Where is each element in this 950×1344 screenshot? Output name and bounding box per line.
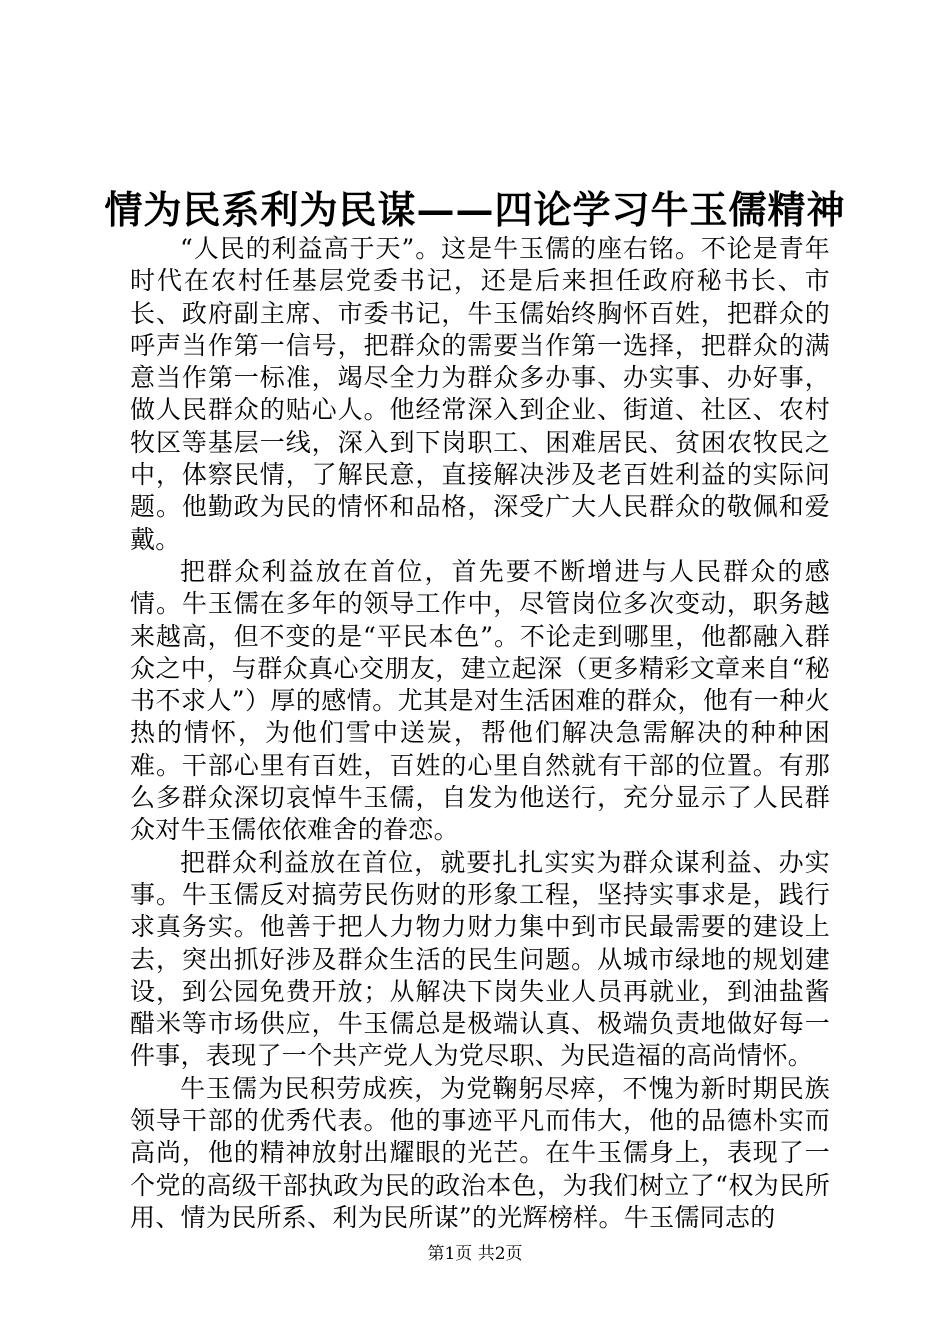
document-title: 情为民系利为民谋——四论学习牛玉儒精神 [104, 187, 846, 232]
document-body [130, 233, 830, 1234]
page-number-footer: 第1页 共2页 [427, 1244, 523, 1264]
paragraph-2: 把群众利益放在首位，首先要不断增进与人民群众的感情。牛玉儒在多年的领导工作中，尽管岗位多次变动，职务越来越高，但不变的是“平民本色”。不论走到哪里，他都融入群众之中，与群众真心交朋友，建立起深（更多精彩文章来自“秘书不求人”）厚的感情。尤其是对生活困难的群众，他有一种火热的情怀，为他们雪中送炭，帮他们解决急需解决的种种困难。干部心里有百姓，百姓的心里自然就有干部的位置。有那么多群众深切哀悼牛玉儒，自发为他送行，充分显示了人民群众对牛玉儒依依难舍的眷恋。 [130, 556, 830, 845]
paragraph-3: 把群众利益放在首位，就要扎扎实实为群众谋利益、办实事。牛玉儒反对搞劳民伤财的形象工程，坚持实事求是，践行求真务实。他善于把人力物力财力集中到市民最需要的建设上去，突出抓好涉及群众生活的民生问题。从城市绿地的规划建设，到公园免费开放；从解决下岗失业人员再就业，到油盐酱醋米等市场供应，牛玉儒总是极端认真、极端负责地做好每一件事，表现了一个共产党人为党尽职、为民造福的高尚情怀。 [130, 847, 830, 1071]
paragraph-4: 牛玉儒为民积劳成疾，为党鞠躬尽瘁，不愧为新时期民族领导干部的优秀代表。他的事迹平凡而伟大，他的品德朴实而高尚，他的精神放射出耀眼的光芒。在牛玉儒身上，表现了一个党的高级干部执政为民的政治本色，为我们树立了“权为民所用、情为民所系、利为民所谋”的光辉榜样。牛玉儒同志的 [130, 1073, 830, 1232]
paragraph-1: “人民的利益高于天”。这是牛玉儒的座右铭。不论是青年时代在农村任基层党委书记，还是后来担任政府秘书长、市长、政府副主席、市委书记，牛玉儒始终胸怀百姓，把群众的呼声当作第一信号，把群众的需要当作第一选择，把群众的满意当作第一标准，竭尽全力为群众多办事、办实事、办好事，做人民群众的贴心人。他经常深入到企业、街道、社区、农村牧区等基层一线，深入到下岗职工、困难居民、贫困农牧民之中，体察民情，了解民意，直接解决涉及老百姓利益的实际问题。他勤政为民的情怀和品格，深受广大人民群众的敬佩和爱戴。 [130, 234, 830, 554]
